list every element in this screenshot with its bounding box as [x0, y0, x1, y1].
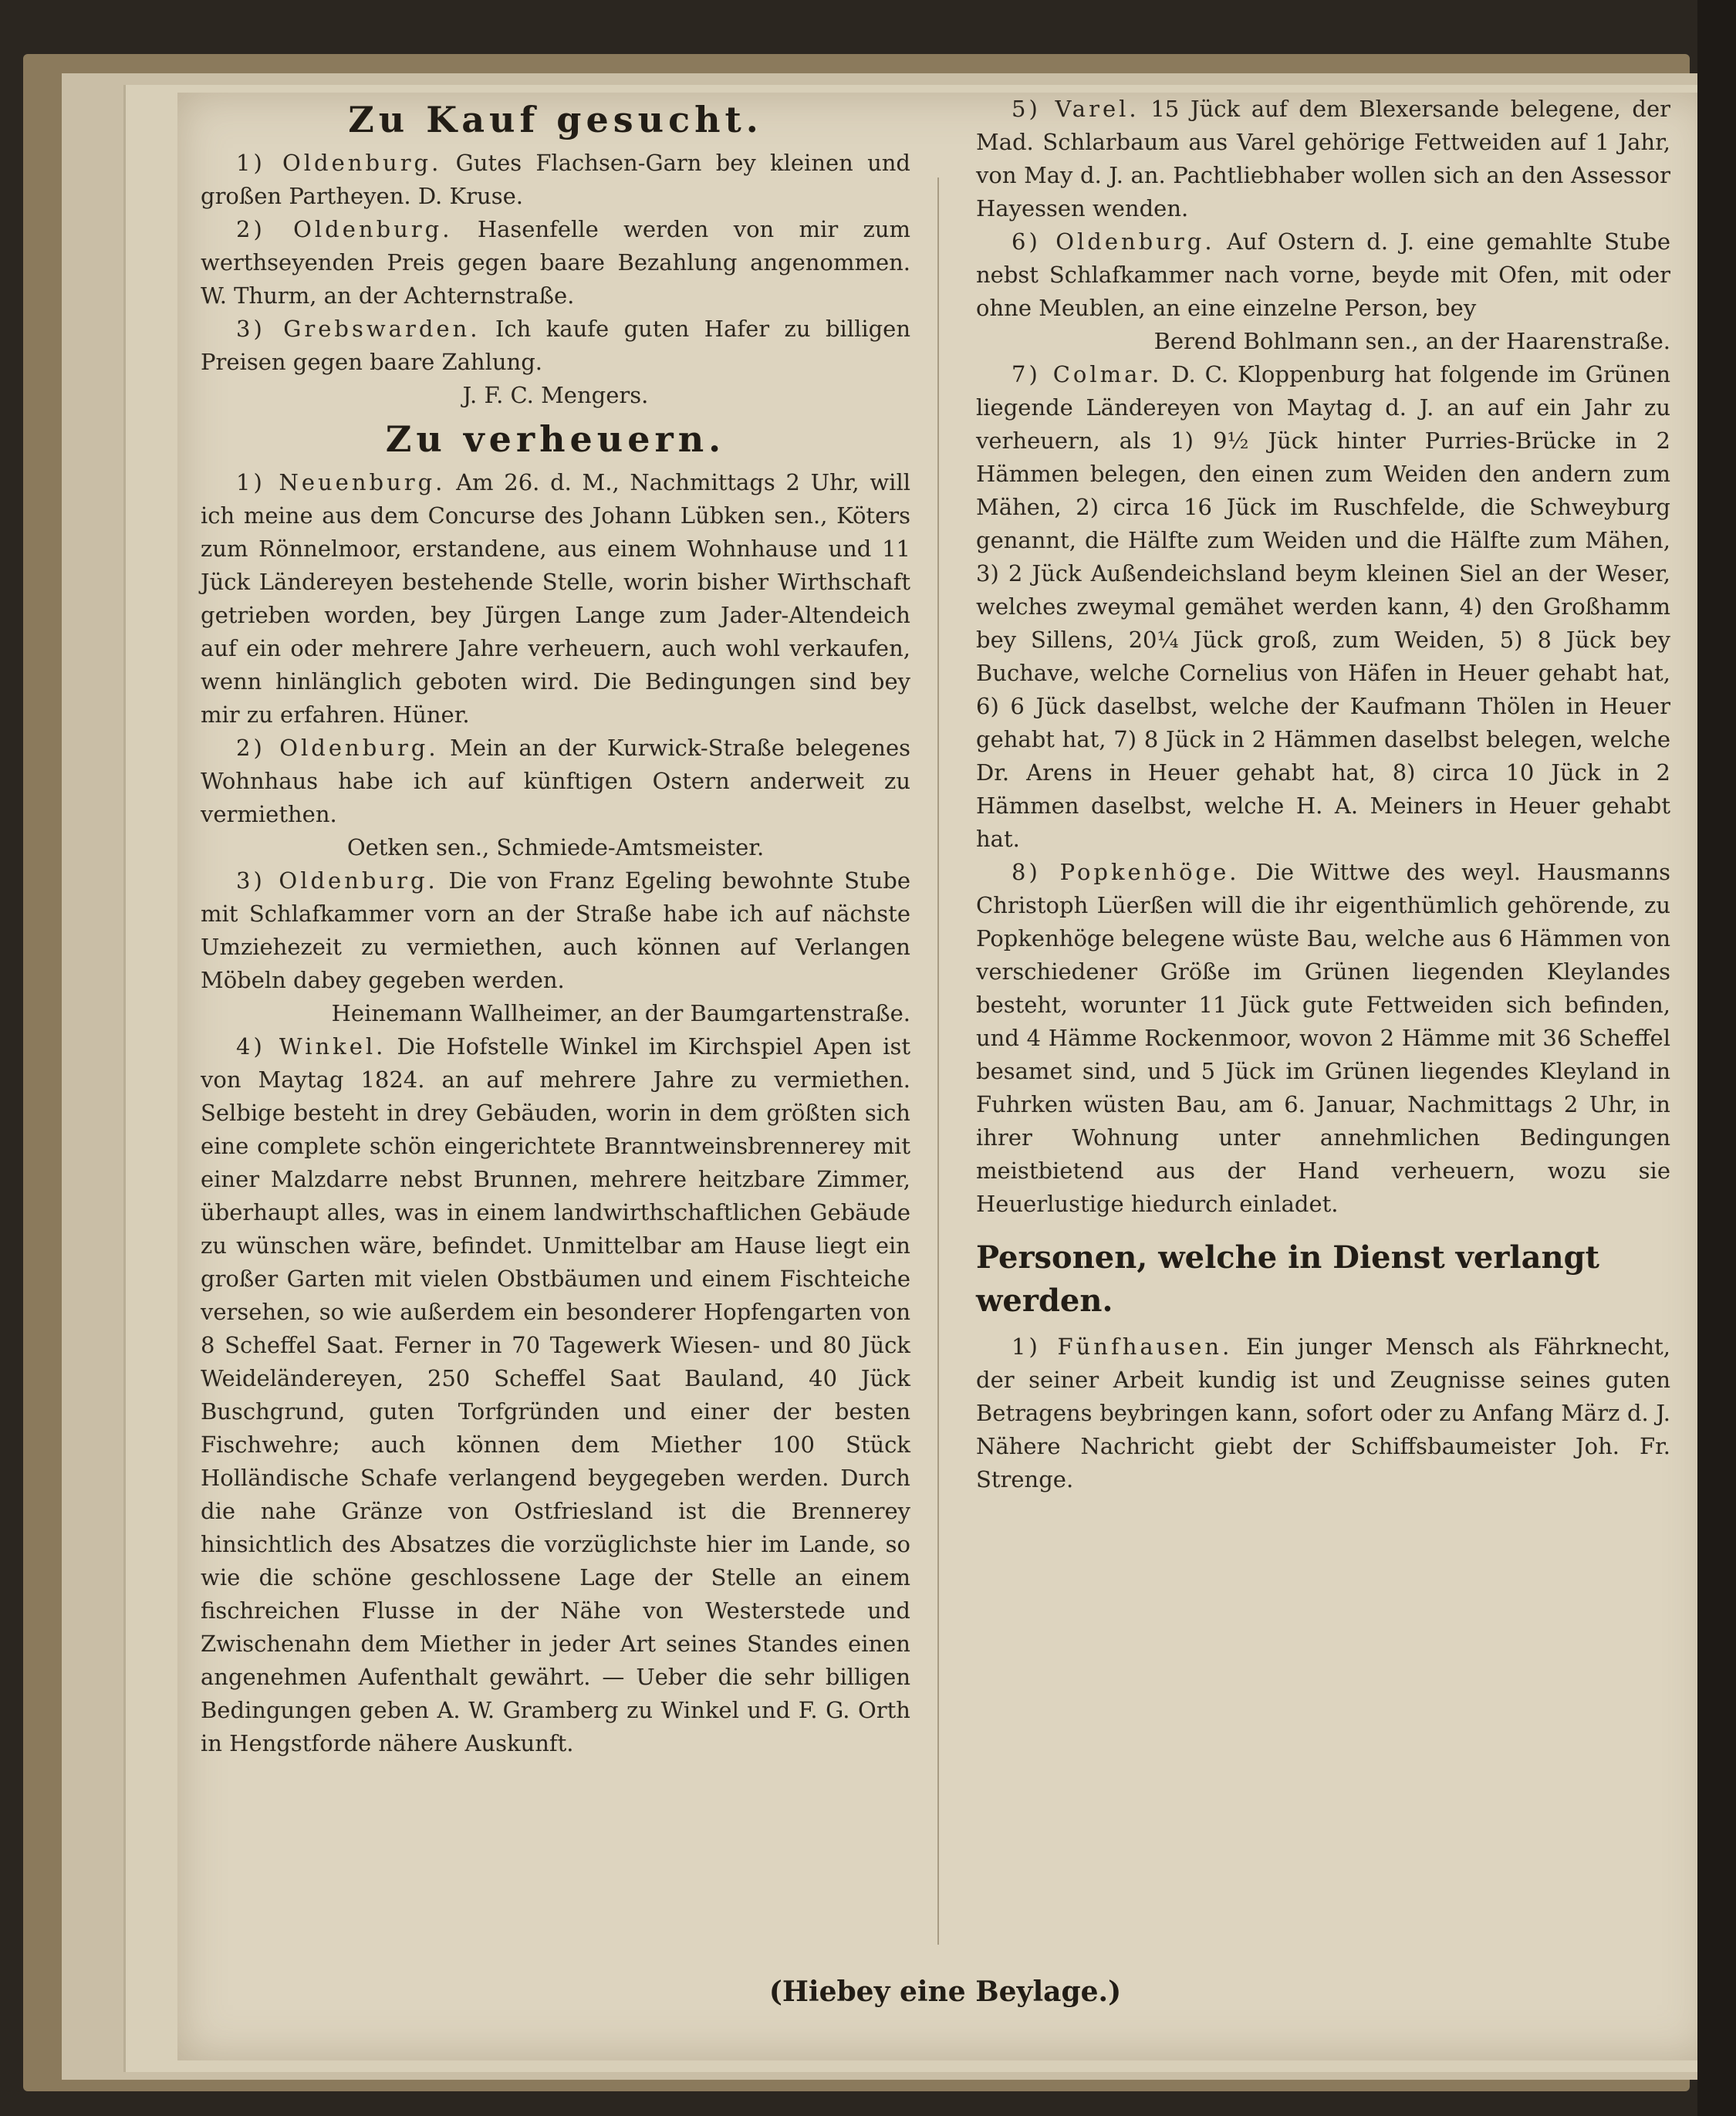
notice-place: 7) Colmar. [1012, 361, 1163, 387]
notice-place: 8) Popkenhöge. [1012, 859, 1240, 885]
footer-note: (Hiebey eine Beylage.) [768, 1976, 1122, 2008]
notice-text: 15 Jück auf dem Blexersande belegene, der Mad. Schlarbaum aus Varel gehörige Fettweiden auf 1 Jahr, von May d. J. an. Pachtliebhaber wollen sich an den Assessor Hayessen wenden. [976, 96, 1671, 221]
notice-place: 1) Oldenburg. [236, 150, 442, 176]
notice-text: Auf Ostern d. J. eine gemahlte Stube nebst Schlafkammer nach vorne, beyde mit Ofen, mit oder ohne Meublen, an eine einzelne Person, bey [976, 228, 1670, 321]
left-column [201, 93, 910, 1960]
newspaper-page [177, 93, 1713, 2060]
notice-place: 1) Neuenburg. [236, 469, 446, 495]
notice [201, 466, 910, 732]
notice-text: Gutes Flachsen-Garn bey kleinen und großen Partheyen. [201, 150, 910, 209]
notice [976, 1330, 1670, 1496]
notice-place: 1) Fünfhausen. [1012, 1333, 1233, 1360]
notice [201, 147, 910, 213]
notice-signature: Berend Bohlmann sen., an der Haarenstraße. [1153, 328, 1670, 354]
notice-text: Die Wittwe des weyl. Hausmanns Christoph Lüerßen will die ihr eigenthümlich gehörende, zu Popkenhöge belegene wüste Bau, welche aus 6 Hämmen von verschiedener Größe im Grünen liegenden Kleylandes besteht, worunter 11 Jück gute Fettweiden sich befinden, und 4 Hämme Rockenmoor, wovon 2 Hämme mit 36 Scheffel besamet sind, und 5 Jück im Grünen liegendes Kleyland in Fuhrken wüsten Bau, am 6. Januar, Nachmittags 2 Uhr, in ihrer Wohnung unter annehmlichen Bedingungen meistbietend aus der Hand verheuern, wozu sie Heuerlustige hiedurch einladet. [976, 859, 1671, 1217]
notice-text: Hasenfelle werden von mir zum werthseyenden Preis gegen baare Bezahlung angenommen. [201, 216, 911, 275]
notice [201, 313, 910, 379]
column-divider [937, 177, 939, 1945]
heading-zu-verheuern: Zu verheuern. [385, 418, 726, 460]
notice [201, 1030, 910, 1760]
notice-place: 5) Varel. [1012, 96, 1140, 122]
notice-place: 4) Winkel. [236, 1033, 387, 1060]
notice-text: Die Hofstelle Winkel im Kirchspiel Apen ist von Maytag 1824. an auf mehrere Jahre zu vermiethen. Selbige besteht in drey Gebäuden, worin in dem größten sich eine complete schön eingerichtete Branntweinsbrennerey mit einer Malzdarre nebst Brunnen, mehrere heitzbare Zimmer, überhaupt alles, was in einem landwirthschaftlichen Gebäude zu wünschen wäre, befindet. Unmittelbar am Hause liegt ein großer Garten mit vielen Obstbäumen und einem Fischteiche versehen, so wie außerdem ein besonderer Hopfengarten von 8 Scheffel Saat. Ferner in 70 Tagewerk Wiesen- und 80 Jück Weideländereyen, 250 Scheffel Saat Bauland, 40 Jück Buschgrund, guten Torfgründen und einer der besten Fischwehre; auch können dem Miether 100 Stück Holländische Schafe verlangend beygegeben werden. Durch die nahe Gränze von Ostfriesland ist die Brennerey hinsichtlich des Absatzes die vorzüglichste hier im Lande, so wie die schöne geschlossene Lage der Stelle an einem fischreichen Flusse in der Nähe von Westerstede und Zwischenahn dem Miether in jeder Art seines Standes einen angenehmen Aufenthalt gewährt. — Ueber die sehr billigen Bedingungen geben A. W. Gramberg zu Winkel und F. G. Orth in Hengstforde nähere Auskunft. [201, 1033, 910, 1756]
notice-signature: D. Kruse. [417, 183, 523, 209]
notice-signature: J. F. C. Mengers. [462, 382, 649, 408]
notice [976, 93, 1670, 225]
notice-place: 6) Oldenburg. [1012, 228, 1215, 255]
notice [976, 856, 1670, 1221]
notice-place: 3) Oldenburg. [236, 867, 438, 894]
notice-signature: W. Thurm, an der Achternstraße. [201, 282, 575, 309]
heading-personen-dienst: Personen, welche in Dienst verlangt werden. [976, 1239, 1600, 1319]
notice [201, 213, 910, 313]
notice-text: Die von Franz Egeling bewohnte Stube mit Schlafkammer vorn an der Straße habe ich auf nächste Umziehezeit zu vermiethen, auch können auf Verlangen Möbeln dabey gegeben werden. [201, 867, 911, 993]
notice-place: 2) Oldenburg. [236, 735, 439, 761]
notice [976, 358, 1670, 856]
background-edge [1697, 0, 1736, 2116]
notice-text: Ich kaufe guten Hafer zu billigen Preisen gegen baare Zahlung. [201, 316, 911, 375]
notice-place: 3) Grebswarden. [236, 316, 481, 342]
right-column [976, 93, 1670, 1960]
heading-zu-kauf-gesucht: Zu Kauf gesucht. [348, 99, 763, 140]
notice-text: Ein junger Mensch als Fährknecht, der seiner Arbeit kundig ist und Zeugnisse seines guten Betragens beybringen kann, sofort oder zu Anfang März d. J. Nähere Nachricht giebt der Schiffsbaumeister Joh. Fr. Strenge. [976, 1333, 1670, 1492]
notice-signature: Heinemann Wallheimer, an der Baumgartenstraße. [331, 1000, 910, 1026]
notice [201, 864, 910, 997]
notice-text: Mein an der Kurwick-Straße belegenes Wohnhaus habe ich auf künftigen Ostern anderweit zu vermiethen. [201, 735, 910, 827]
notice-text: D. C. Kloppenburg hat folgende im Grünen liegende Ländereyen von Maytag d. J. an auf ein Jahr zu verheuern, als 1) 9½ Jück hinter Purries-Brücke in 2 Hämmen belegen, den einen zum Weiden den andern zum Mähen, 2) circa 16 Jück im Ruschfelde, die Schweyburg genannt, die Hälfte zum Weiden und die Hälfte zum Mähen, 3) 2 Jück Außendeichsland beym kleinen Siel an der Weser, welches zweymal gemähet werden kann, 4) den Großhamm bey Sillens, 20¼ Jück groß, zum Weiden, 5) 8 Jück bey Buchave, welche Cornelius von Häfen in Heuer gehabt hat, 6) 6 Jück daselbst, welche der Kaufmann Thölen in Heuer gehabt hat, 7) 8 Jück in 2 Hämmen daselbst belegen, welche Dr. Arens in Heuer gehabt hat, 8) circa 10 Jück in 2 Hämmen daselbst, welche H. A. Meiners in Heuer gehabt hat. [976, 361, 1671, 852]
notice-signature: Hüner. [392, 701, 470, 728]
notice [201, 732, 910, 831]
notice-place: 2) Oldenburg. [236, 216, 453, 242]
notice [976, 225, 1670, 325]
notice-signature: Oetken sen., Schmiede-Amtsmeister. [346, 834, 765, 860]
notice-text: Am 26. d. M., Nachmittags 2 Uhr, will ich meine aus dem Concurse des Johann Lübken sen., Köters zum Rönnelmoor, erstandene, aus einem Wohnhause und 11 Jück Ländereyen bestehende Stelle, worin bisher Wirthschaft getrieben worden, bey Jürgen Lange zum Jader-Altendeich auf ein oder mehrere Jahre verheuern, auch wohl verkaufen, wenn hinlänglich geboten wird. Die Bedingungen sind bey mir zu erfahren. [201, 469, 910, 728]
